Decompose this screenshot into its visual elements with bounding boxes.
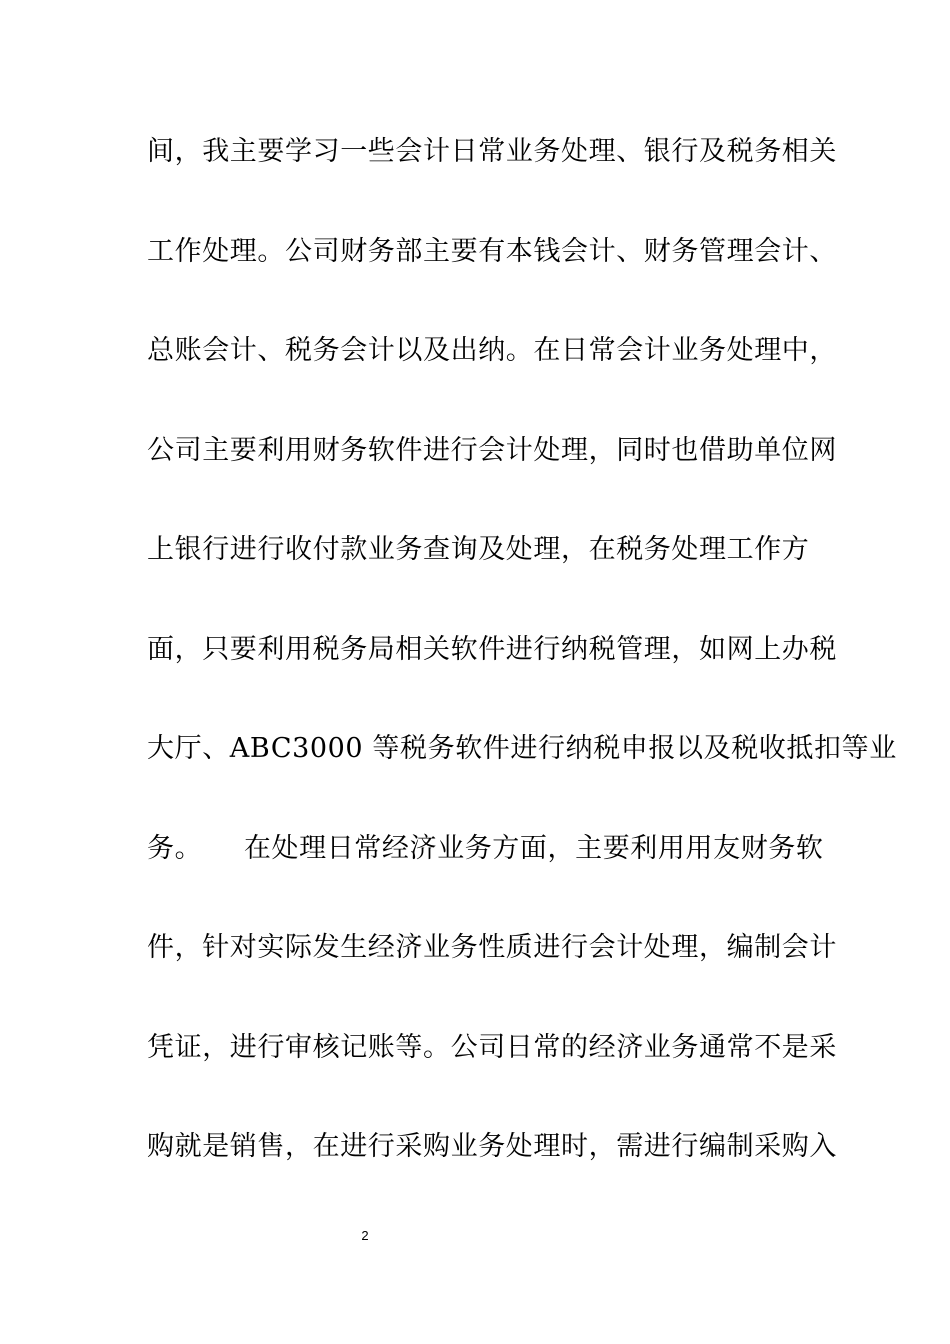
text-line: 件，针对实际发生经济业务性质进行会计处理，编制会计 xyxy=(147,932,837,963)
text-line: 面，只要利用税务局相关软件进行纳税管理，如网上办税 xyxy=(147,633,837,665)
text-line: 公司主要利用财务软件进行会计处理，同时也借助单位网 xyxy=(147,434,837,466)
page-number: 2 xyxy=(361,1228,369,1243)
text-line: 间，我主要学习一些会计日常业务处理、银行及税务相关 xyxy=(147,136,837,167)
body-text xyxy=(147,132,897,1227)
text-line: 总账会计、税务会计以及出纳。在日常会计业务处理中， xyxy=(147,335,837,366)
text-line: 上银行进行收付款业务查询及处理，在税务处理工作方 xyxy=(147,534,810,565)
text-line: 大厅、ABC3000 等税务软件进行纳税申报以及税收抵扣等业 xyxy=(147,733,897,764)
text-line: 凭证，进行审核记账等。公司日常的经济业务通常不是采 xyxy=(147,1031,837,1063)
text-line: 工作处理。公司财务部主要有本钱会计、财务管理会计、 xyxy=(147,235,837,267)
text-line: 务。 在处理日常经济业务方面，主要利用用友财务软 xyxy=(147,832,824,864)
text-line: 购就是销售，在进行采购业务处理时，需进行编制采购入 xyxy=(147,1131,837,1162)
